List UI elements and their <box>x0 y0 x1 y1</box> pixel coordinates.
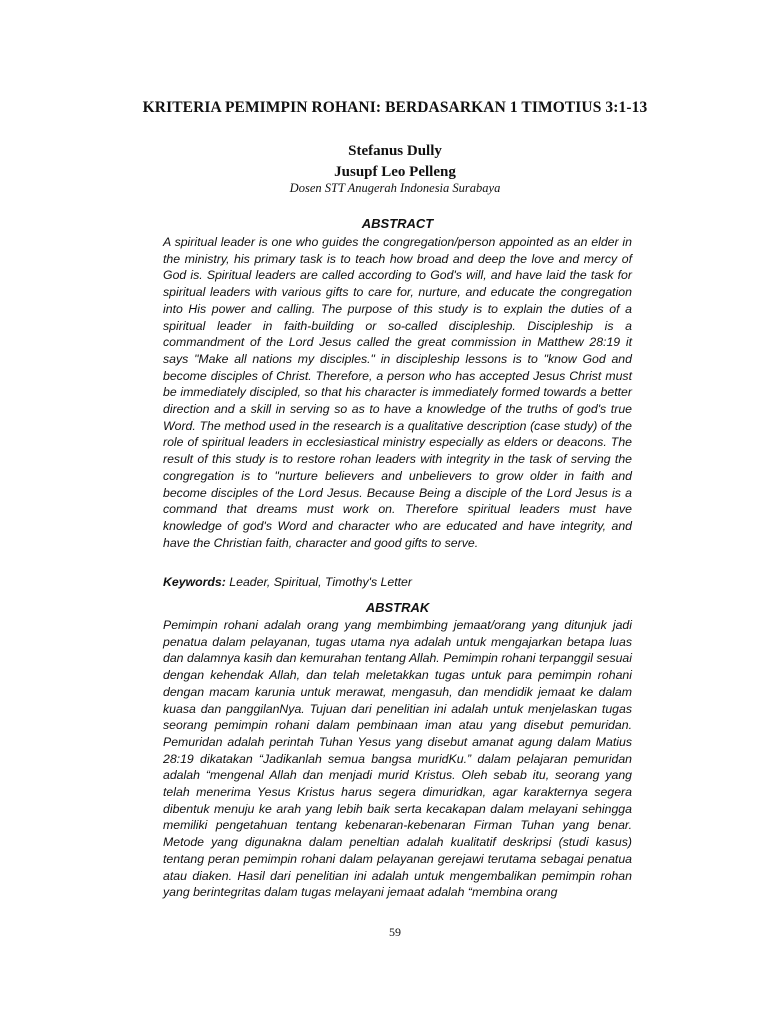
author-name: Jusupf Leo Pelleng <box>334 164 456 180</box>
keywords-line <box>163 575 632 589</box>
author-affiliation: Dosen STT Anugerah Indonesia Surabaya <box>289 181 501 195</box>
author-name: Stefanus Dully <box>348 143 442 159</box>
keywords-label: Keywords: <box>163 575 226 589</box>
paper-title: KRITERIA PEMIMPIN ROHANI: BERDASARKAN 1 TIMOTIUS 3:1-13 <box>142 99 648 116</box>
page-number: 59 <box>389 925 401 939</box>
abstract-text: A spiritual leader is one who guides the congregation/person appointed as an elder in the ministry, his primary task is to teach how broad and deep the love and mercy of God is. Spiritual leaders are called according to God's will, and have laid the task for spiritual leaders with various gifts to care for, nurture, and educate the congregation into His power and calling. The purpose of this study is to explain the duties of a spiritual leader in faith-building or so-called discipleship. Discipleship is a commandment of the Lord Jesus called the great commission in Matthew 28:19 it says "Make all nations my disciples." in discipleship lessons is to "know God and become disciples of Christ. Therefore, a person who has accepted Jesus Christ must be immediately discipled, so that his character is immediately formed towards a better direction and a skill in serving so as to have a knowledge of the truths of god's true Word. The method used in the research is a qualitative description (case study) of the role of spiritual leaders in ecclesiastical ministry especially as elders or deacons. The result of this study is to restore rohan leaders with integrity in the task of serving the congregation is to "nurture believers and unbelievers to grow older in faith and become disciples of the Lord Jesus. Because Being a disciple of the Lord Jesus is a command that dreams must work on. Therefore spiritual leaders must have knowledge of god's Word and character who are educated and have integrity, and have the Christian faith, character and good gifts to serve. <box>163 235 632 550</box>
abstrak-heading: ABSTRAK <box>365 600 430 615</box>
abstract-heading: ABSTRACT <box>361 216 434 231</box>
abstrak-text: Pemimpin rohani adalah orang yang membimbing jemaat/orang yang ditunjuk jadi penatua dalam pelayanan, tugas utama nya adalah untuk mengajarkan betapa luas dan dalamnya kasih dan kemurahan tentang Allah. Pemimpin rohani terpanggil sesuai dengan kehendak Allah, dan telah meletakkan tugas untuk para pemimpin rohani dengan macam karunia untuk merawat, mengasuh, dan mendidik jemaat ke dalam kuasa dan panggilanNya. Tujuan dari penelitian ini adalah untuk menjelaskan tugas seorang pemimpin rohani dalam pembinaan iman atau yang disebut pemuridan. Pemuridan adalah perintah Tuhan Yesus yang disebut amanat agung dalam Matius 28:19 dikatakan “Jadikanlah semua bangsa muridKu.” dalam pelajaran pemuridan adalah “mengenal Allah dan menjadi murid Kristus. Oleh sebab itu, seorang yang telah menerima Yesus Kristus harus segera dimuridkan, agar karakternya segera dibentuk menuju ke arah yang lebih baik serta kecakapan dalam melayani sehingga memiliki pengetahuan tentang kebenaran-kebenaran Firman Tuhan yang benar. Metode yang digunakna dalam peneltian adalah kualitatif deskripsi (studi kasus) tentang peran pemimpin rohani dalam pelayanan gerejawi terutama sebagai penatua atau diaken. Hasil dari penelitian ini adalah untuk mengembalikan pemimpin rohan yang berintegritas dalam tugas melayani jemaat adalah “membina orang <box>163 618 632 900</box>
keywords-text: Leader, Spiritual, Timothy's Letter <box>225 575 412 589</box>
